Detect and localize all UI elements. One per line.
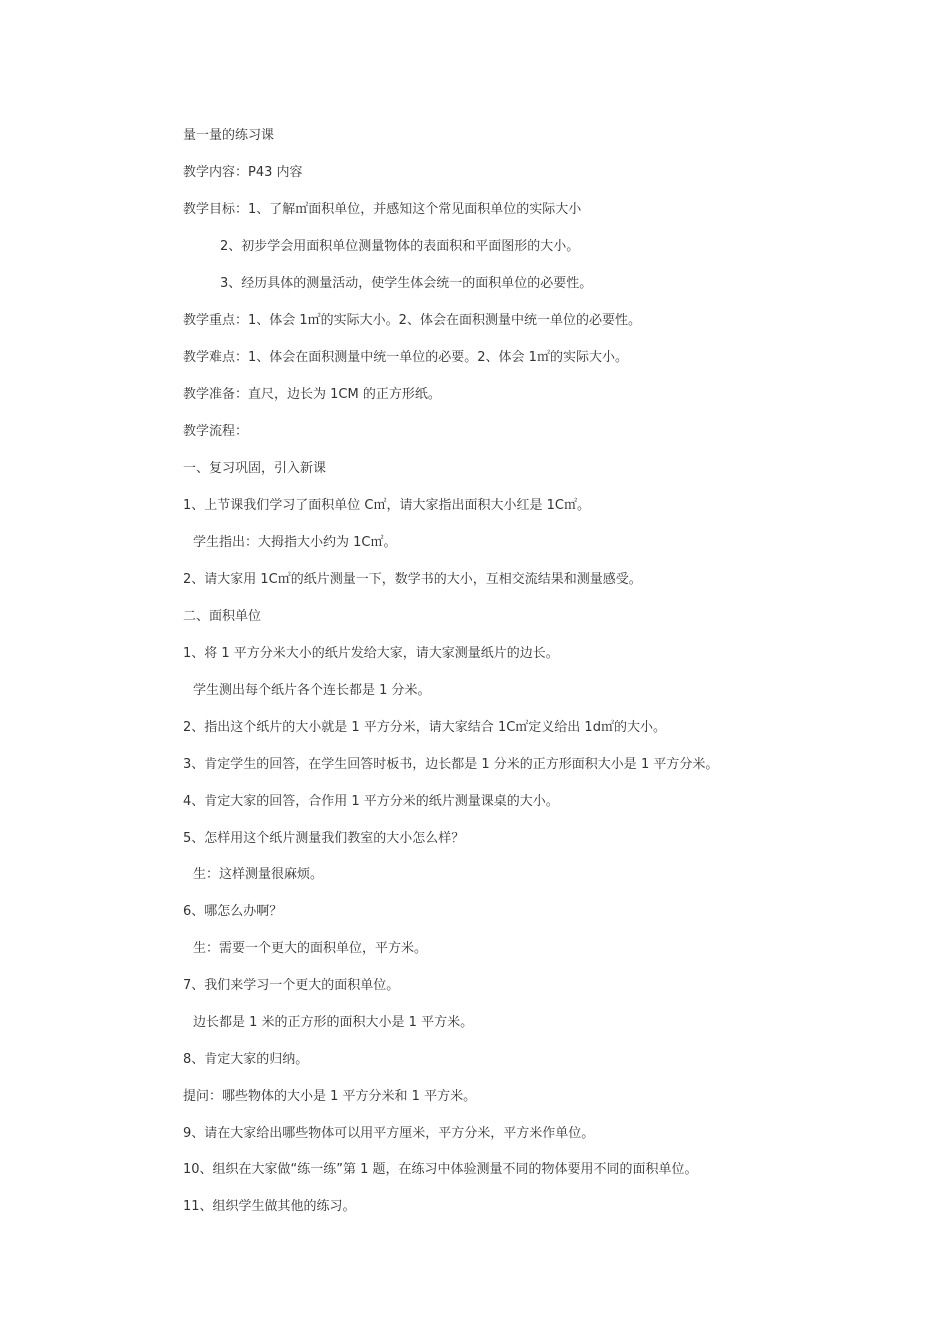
student-response: 学生测出每个纸片各个连长都是 1 分米。 — [193, 683, 431, 698]
student-response: 生：这样测量很麻烦。 — [193, 867, 324, 882]
teaching-preparation: 教学准备：直尺，边长为 1CM 的正方形纸。 — [183, 387, 441, 402]
question-line: 提问：哪些物体的大小是 1 平方分米和 1 平方米。 — [183, 1089, 477, 1104]
list-item: 9、请在大家给出哪些物体可以用平方厘米，平方分米，平方米作单位。 — [183, 1126, 595, 1141]
list-item: 10、组织在大家做“练一练”第 1 题，在练习中体验测量不同的物体要用不同的面积单位。 — [183, 1162, 698, 1177]
list-item: 8、肯定大家的归纳。 — [183, 1052, 309, 1067]
list-item: 7、我们来学习一个更大的面积单位。 — [183, 978, 400, 993]
section-one-heading: 一、复习巩固，引入新课 — [183, 461, 327, 476]
teaching-difficulty: 教学难点：1、体会在面积测量中统一单位的必要。2、体会 1㎡的实际大小。 — [183, 350, 628, 365]
list-item: 2、指出这个纸片的大小就是 1 平方分米，请大家结合 1C㎡定义给出 1d㎡的大小。 — [183, 720, 666, 735]
list-item: 2、请大家用 1C㎡的纸片测量一下，数学书的大小，互相交流结果和测量感受。 — [183, 572, 642, 587]
student-response: 生：需要一个更大的面积单位，平方米。 — [193, 941, 428, 956]
list-item: 4、肯定大家的回答，合作用 1 平方分米的纸片测量课桌的大小。 — [183, 794, 559, 809]
list-item: 3、肯定学生的回答，在学生回答时板书，边长都是 1 分米的正方形面积大小是 1 平方分米。 — [183, 757, 719, 772]
section-two-heading: 二、面积单位 — [183, 609, 262, 624]
list-item: 1、上节课我们学习了面积单位 C㎡，请大家指出面积大小红是 1C㎡。 — [183, 498, 590, 513]
student-response: 学生指出：大拇指大小约为 1C㎡。 — [193, 535, 397, 550]
definition-line: 边长都是 1 米的正方形的面积大小是 1 平方米。 — [193, 1015, 474, 1030]
teaching-focus: 教学重点：1、体会 1㎡的实际大小。2、体会在面积测量中统一单位的必要性。 — [183, 313, 641, 328]
teaching-goal-2: 2、初步学会用面积单位测量物体的表面积和平面图形的大小。 — [220, 239, 580, 254]
teaching-goal-3: 3、经历具体的测量活动，使学生体会统一的面积单位的必要性。 — [220, 276, 593, 291]
list-item: 1、将 1 平方分米大小的纸片发给大家，请大家测量纸片的边长。 — [183, 646, 559, 661]
teaching-goal-1: 教学目标：1、了解㎡面积单位，并感知这个常见面积单位的实际大小 — [183, 202, 582, 217]
teaching-process-heading: 教学流程： — [183, 424, 249, 439]
teaching-content: 教学内容：P43 内容 — [183, 165, 303, 180]
list-item: 5、怎样用这个纸片测量我们教室的大小怎么样？ — [183, 831, 465, 846]
list-item: 6、哪怎么办啊？ — [183, 904, 283, 919]
list-item: 11、组织学生做其他的练习。 — [183, 1199, 356, 1214]
lesson-title: 量一量的练习课 — [183, 128, 275, 143]
